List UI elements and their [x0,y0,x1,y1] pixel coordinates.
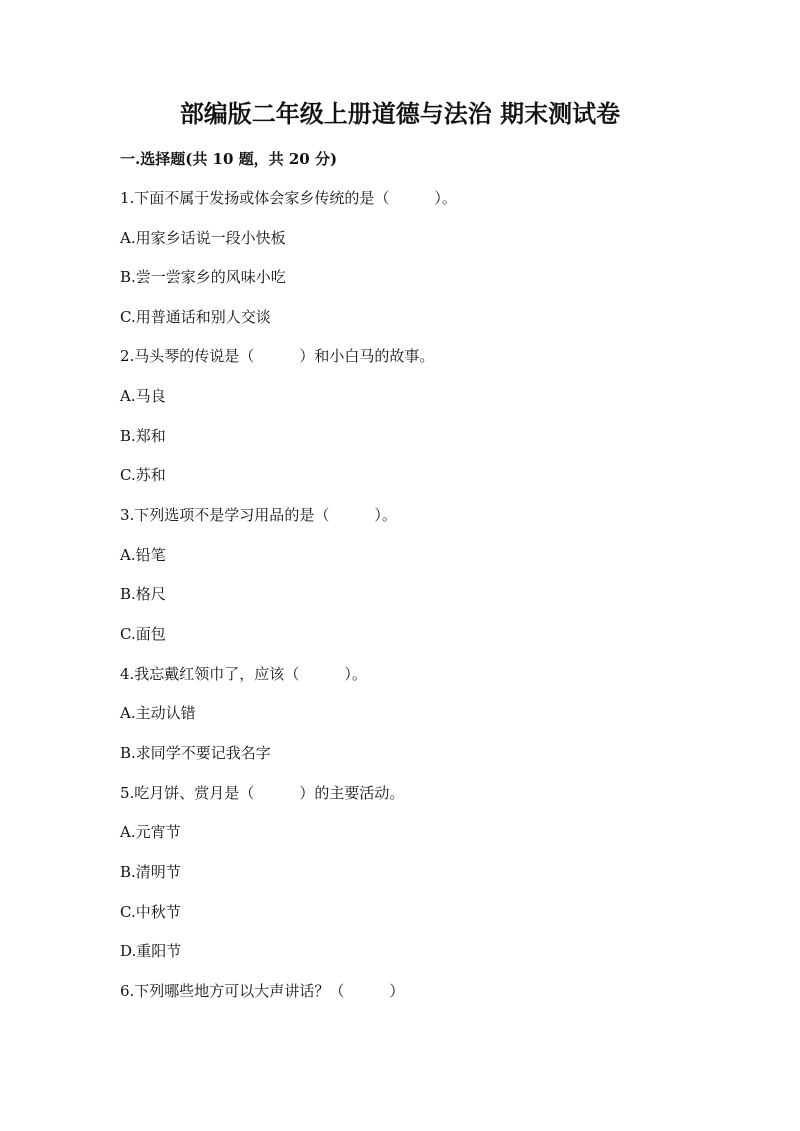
answer-option: B.郑和 [120,427,166,445]
answer-option: A.马良 [120,387,166,405]
question-stem: 2.马头琴的传说是（ ）和小白马的故事。 [120,347,435,365]
answer-option: C.中秋节 [120,903,181,921]
answer-option: C.面包 [120,625,166,643]
answer-option: A.用家乡话说一段小快板 [120,229,286,247]
question-stem: 6.下列哪些地方可以大声讲话？（ ） [120,982,405,1000]
answer-option: C.苏和 [120,466,166,484]
answer-option: C.用普通话和别人交谈 [120,308,271,326]
question-stem: 5.吃月饼、赏月是（ ）的主要活动。 [120,784,405,802]
section-heading: 一.选择题(共 10 题，共 20 分) [120,150,338,168]
answer-option: A.元宵节 [120,823,181,841]
answer-option: A.铅笔 [120,546,166,564]
answer-option: B.格尺 [120,585,166,603]
question-stem: 4.我忘戴红领巾了，应该（ ）。 [120,665,367,683]
answer-option: D.重阳节 [120,942,182,960]
page-title: 部编版二年级上册道德与法治 期末测试卷 [179,99,621,128]
answer-option: B.求同学不要记我名字 [120,744,271,762]
question-stem: 3.下列选项不是学习用品的是（ ）。 [120,506,397,524]
answer-option: B.尝一尝家乡的风味小吃 [120,268,286,286]
answer-option: A.主动认错 [120,704,196,722]
question-stem: 1.下面不属于发扬或体会家乡传统的是（ ）。 [120,189,457,207]
answer-option: B.清明节 [120,863,181,881]
